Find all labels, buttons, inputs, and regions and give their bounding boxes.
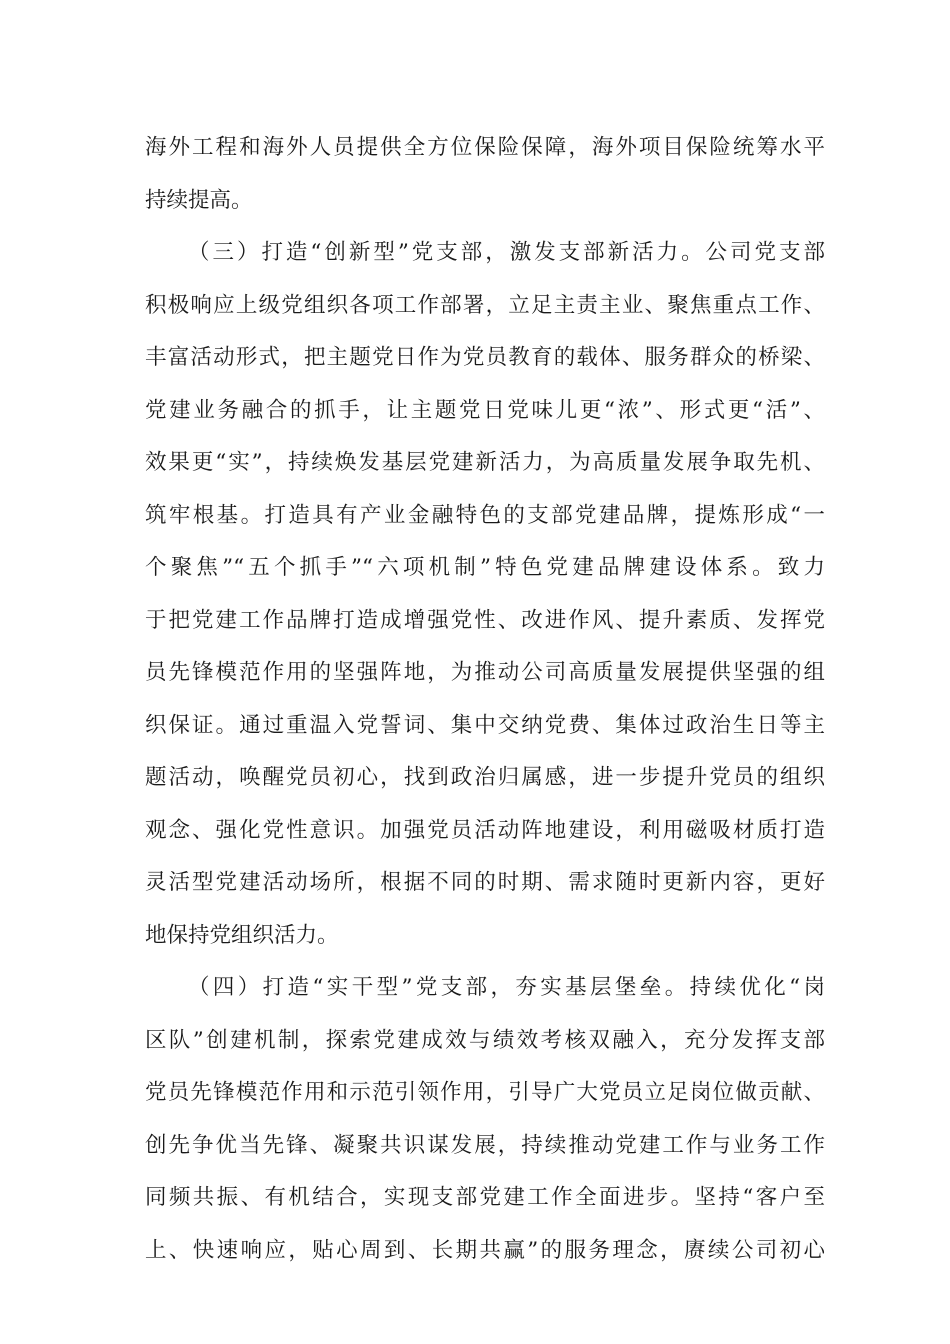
section-heading-line: （三）打造“创新型”党支部，激发支部新活力。公司党支部 (188, 240, 825, 265)
text-line: 题活动，唤醒党员初心，找到政治归属感，进一步提升党员的组织 (145, 765, 825, 790)
text-line: 于把党建工作品牌打造成增强党性、改进作风、提升素质、发挥党 (145, 608, 825, 633)
text-line: 海外工程和海外人员提供全方位保险保障，海外项目保险统筹水平 (145, 135, 825, 160)
text-line: 观念、强化党性意识。加强党员活动阵地建设，利用磁吸材质打造 (145, 818, 825, 843)
text-line: 织保证。通过重温入党誓词、集中交纳党费、集体过政治生日等主 (145, 713, 825, 738)
text-line: 区队”创建机制，探索党建成效与绩效考核双融入，充分发挥支部 (145, 1028, 825, 1053)
text-line: 同频共振、有机结合，实现支部党建工作全面进步。坚持“客户至 (145, 1185, 825, 1210)
text-line: 持续提高。 (145, 188, 253, 213)
text-line: 员先锋模范作用的坚强阵地，为推动公司高质量发展提供坚强的组 (145, 660, 825, 685)
text-line: 丰富活动形式，把主题党日作为党员教育的载体、服务群众的桥梁、 (145, 345, 825, 370)
text-line: 上、快速响应，贴心周到、长期共赢”的服务理念，赓续公司初心 (145, 1238, 825, 1263)
text-line: 筑牢根基。打造具有产业金融特色的支部党建品牌，提炼形成“一 (145, 503, 825, 528)
text-line: 党员先锋模范作用和示范引领作用，引导广大党员立足岗位做贡献、 (145, 1080, 825, 1105)
text-line: 灵活型党建活动场所，根据不同的时期、需求随时更新内容，更好 (145, 870, 825, 895)
text-line: 地保持党组织活力。 (145, 923, 339, 948)
text-line: 个聚焦”“五个抓手”“六项机制”特色党建品牌建设体系。致力 (145, 555, 825, 580)
section-heading-line: （四）打造“实干型”党支部，夯实基层堡垒。持续优化“岗 (188, 975, 825, 1000)
text-line: 党建业务融合的抓手，让主题党日党味儿更“浓”、形式更“活”、 (145, 398, 825, 423)
text-line: 创先争优当先锋、凝聚共识谋发展，持续推动党建工作与业务工作 (145, 1133, 825, 1158)
text-line: 积极响应上级党组织各项工作部署，立足主责主业、聚焦重点工作、 (145, 293, 825, 318)
text-line: 效果更“实”，持续焕发基层党建新活力，为高质量发展争取先机、 (145, 450, 825, 475)
